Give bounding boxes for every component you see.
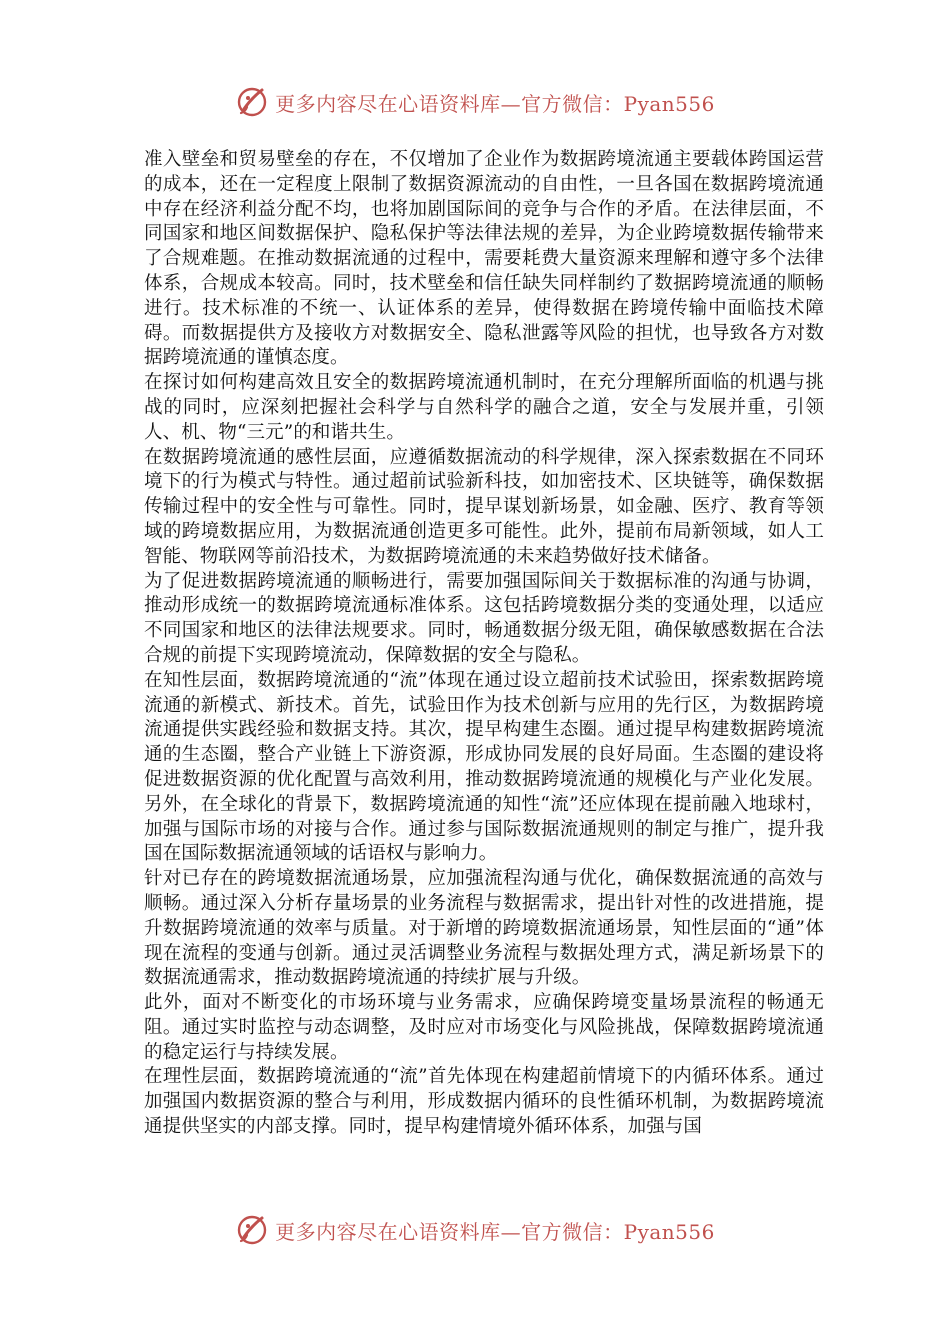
brush-logo-icon — [235, 1213, 269, 1247]
header-banner — [0, 82, 950, 122]
paragraph-5: 在知性层面，数据跨境流通的“流”体现在通过设立超前技术试验田，探索数据跨境流通的新模式、新技术。首先，试验田作为技术创新与应用的先行区，为数据跨境流通提供实践经验和数据支持。其次，提早构建生态圈。通过提早构建数据跨境流通的生态圈，整合产业链上下游资源，形成协同发展的良好局面。生态圈的建设将促进数据资源的优化配置与高效利用，推动数据跨境流通的规模化与产业化发展。另外，在全球化的背景下，数据跨境流通的知性“流”还应体现在提前融入地球村，加强与国际市场的对接与合作。通过参与国际数据流通规则的制定与推广，提升我国在国际数据流通领域的话语权与影响力。 — [144, 669, 824, 865]
paragraph-3: 在数据跨境流通的感性层面，应遵循数据流动的科学规律，深入探索数据在不同环境下的行为模式与特性。通过超前试验新科技，如加密技术、区块链等，确保数据传输过程中的安全性与可靠性。同时，提早谋划新场景，如金融、医疗、教育等领域的跨境数据应用，为数据流通创造更多可能性。此外，提前布局新领域，如人工智能、物联网等前沿技术，为数据跨境流通的未来趋势做好技术储备。 — [144, 446, 824, 567]
brush-logo-icon — [235, 85, 269, 119]
paragraph-1: 准入壁垒和贸易壁垒的存在，不仅增加了企业作为数据跨境流通主要载体跨国运营的成本，还在一定程度上限制了数据资源流动的自由性，一旦各国在数据跨境流通中存在经济利益分配不均，也将加剧国际间的竞争与合作的矛盾。在法律层面，不同国家和地区间数据保护、隐私保护等法律法规的差异，为企业跨境数据传输带来了合规难题。在推动数据流通的过程中，需要耗费大量资源来理解和遵守多个法律体系，合规成本较高。同时，技术壁垒和信任缺失同样制约了数据跨境流通的顺畅进行。技术标准的不统一、认证体系的差异，使得数据在跨境传输中面临技术障碍。而数据提供方及接收方对数据安全、隐私泄露等风险的担忧，也导致各方对数据跨境流通的谨慎态度。 — [144, 149, 824, 369]
footer-banner-text: 更多内容尽在心语资料库—官方微信：Pyan556 — [275, 1219, 715, 1244]
document-body — [144, 148, 824, 1140]
header-banner-text: 更多内容尽在心语资料库—官方微信：Pyan556 — [275, 91, 715, 116]
paragraph-4: 为了促进数据跨境流通的顺畅进行，需要加强国际间关于数据标准的沟通与协调，推动形成统一的数据跨境流通标准体系。这包括跨境数据分类的变通处理，以适应不同国家和地区的法律法规要求。同时，畅通数据分级无阻，确保敏感数据在合法合规的前提下实现跨境流动，保障数据的安全与隐私。 — [144, 570, 824, 666]
paragraph-8: 在理性层面，数据跨境流通的“流”首先体现在构建超前情境下的内循环体系。通过加强国内数据资源的整合与利用，形成数据内循环的良性循环机制，为数据跨境流通提供坚实的内部支撑。同时，提早构建情境外循环体系，加强与国 — [144, 1066, 824, 1138]
paragraph-7: 此外，面对不断变化的市场环境与业务需求，应确保跨境变量场景流程的畅通无阻。通过实时监控与动态调整，及时应对市场变化与风险挑战，保障数据跨境流通的稳定运行与持续发展。 — [144, 992, 824, 1063]
footer-banner — [0, 1210, 950, 1250]
paragraph-6: 针对已存在的跨境数据流通场景，应加强流程沟通与优化，确保数据流通的高效与顺畅。通过深入分析存量场景的业务流程与数据需求，提出针对性的改进措施，提升数据跨境流通的效率与质量。对于新增的跨境数据流通场景，知性层面的“通”体现在流程的变通与创新。通过灵活调整业务流程与数据处理方式，满足新场景下的数据流通需求，推动数据跨境流通的持续扩展与升级。 — [144, 868, 824, 989]
paragraph-2: 在探讨如何构建高效且安全的数据跨境流通机制时，在充分理解所面临的机遇与挑战的同时，应深刻把握社会科学与自然科学的融合之道，安全与发展并重，引领人、机、物“三元”的和谐共生。 — [144, 372, 824, 443]
